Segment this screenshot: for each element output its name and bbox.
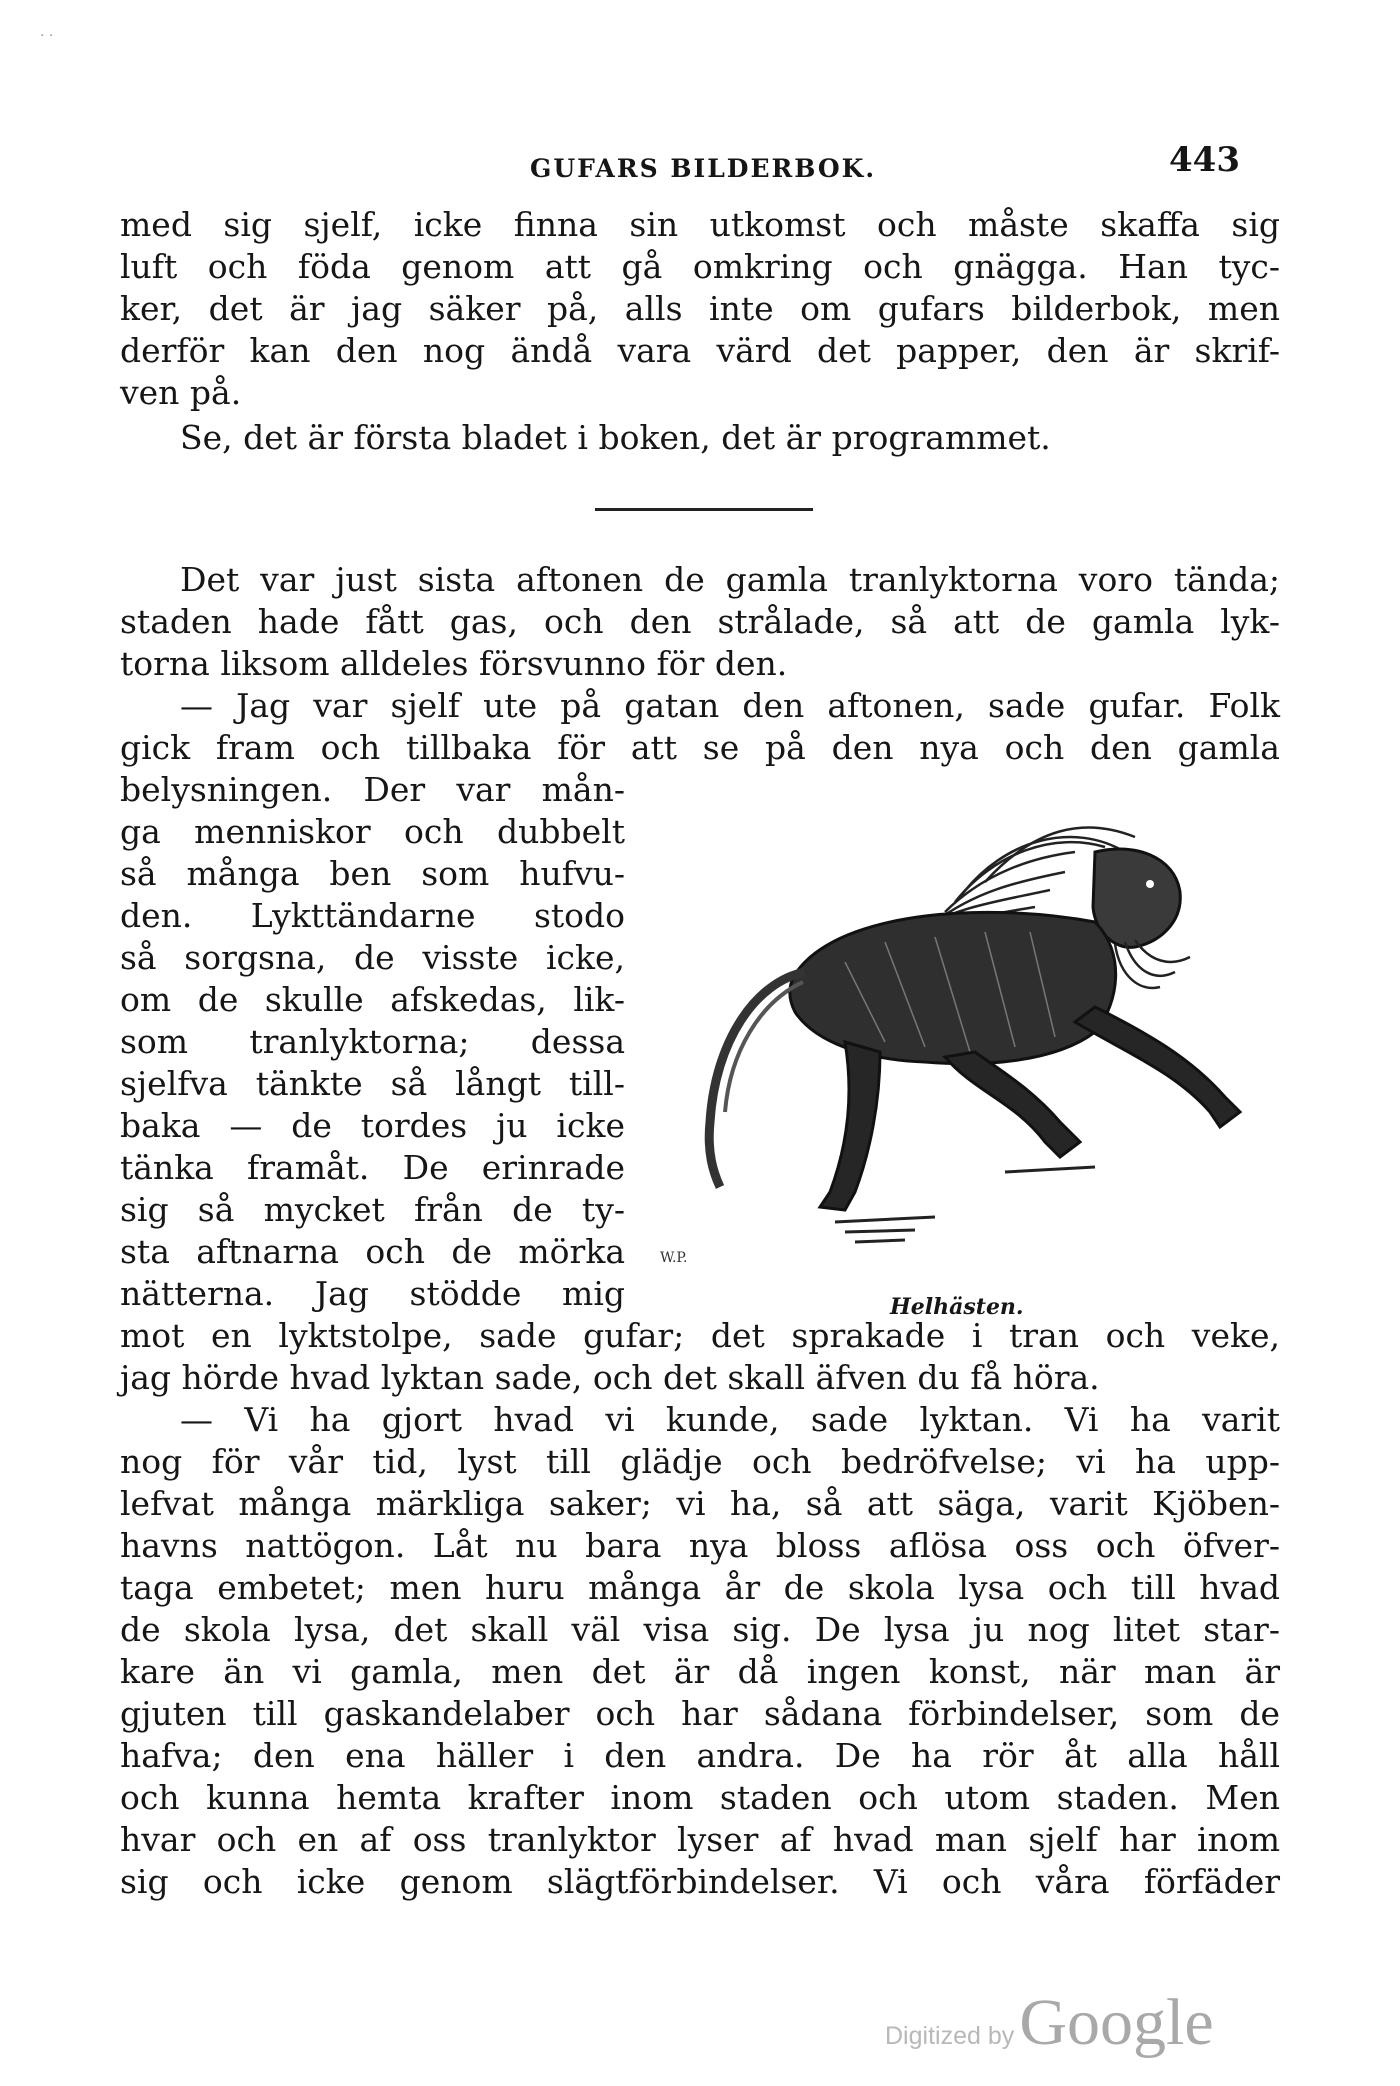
text-line: och kunna hemta krafter inom staden och utom staden. Men bbox=[120, 1778, 1280, 1817]
text-line: ker, det är jag säker på, alls inte om gufars bilderbok, men bbox=[120, 289, 1280, 328]
text-line: taga embetet; men huru många år de skola lysa och till hvad bbox=[120, 1568, 1280, 1607]
text-line: sta aftnarna och de mörka bbox=[120, 1232, 625, 1271]
text-line: — Vi ha gjort hvad vi kunde, sade lyktan. Vi ha varit bbox=[180, 1400, 1280, 1439]
text-line: belysningen. Der var mån- bbox=[120, 770, 625, 809]
digitized-watermark bbox=[885, 1985, 1214, 2059]
illustration-caption: Helhästen. bbox=[890, 1294, 1024, 1320]
text-line: nog för vår tid, lyst till glädje och bedröfvelse; vi ha upp- bbox=[120, 1442, 1280, 1481]
text-line: hafva; den ena häller i den andra. De ha rör åt alla håll bbox=[120, 1736, 1280, 1775]
watermark-prefix: Digitized by bbox=[885, 2022, 1015, 2050]
page-header bbox=[120, 140, 1240, 190]
text-line: — Jag var sjelf ute på gatan den aftonen, sade gufar. Folk bbox=[180, 686, 1280, 725]
text-line: sig så mycket från de ty- bbox=[120, 1190, 625, 1229]
section-divider bbox=[595, 508, 813, 511]
text-line: med sig sjelf, icke finna sin utkomst och måste skaffa sig bbox=[120, 205, 1280, 244]
text-line: ven på. bbox=[120, 373, 242, 412]
text-line: havns nattögon. Låt nu bara nya bloss aflösa oss och öfver- bbox=[120, 1526, 1280, 1565]
text-line: derför kan den nog ändå vara värd det papper, den är skrif- bbox=[120, 331, 1280, 370]
text-line: sig och icke genom slägtförbindelser. Vi och våra förfäder bbox=[120, 1862, 1280, 1901]
illustration-signature: W.P. bbox=[660, 1250, 688, 1266]
scan-artifact: · · bbox=[40, 28, 54, 44]
page-number: 443 bbox=[1169, 140, 1240, 180]
text-line: Se, det är första bladet i boken, det är programmet. bbox=[180, 418, 1051, 457]
text-line: mot en lyktstolpe, sade gufar; det sprakade i tran och veke, bbox=[120, 1316, 1280, 1355]
helhasten-illustration bbox=[655, 812, 1275, 1287]
text-line: luft och föda genom att gå omkring och gnägga. Han tyc- bbox=[120, 247, 1280, 286]
text-line: kare än vi gamla, men det är då ingen konst, när man är bbox=[120, 1652, 1280, 1691]
text-line: hvar och en af oss tranlyktor lyser af hvad man sjelf har inom bbox=[120, 1820, 1280, 1859]
text-line: sjelfva tänkte så långt till- bbox=[120, 1064, 625, 1103]
text-line: så många ben som hufvu- bbox=[120, 854, 625, 893]
text-line: nätterna. Jag stödde mig bbox=[120, 1274, 625, 1313]
text-line: de skola lysa, det skall väl visa sig. De lysa ju nog litet star- bbox=[120, 1610, 1280, 1649]
text-line: den. Lykttändarne stodo bbox=[120, 896, 625, 935]
text-line: så sorgsna, de visste icke, bbox=[120, 938, 625, 977]
text-line: baka — de tordes ju icke bbox=[120, 1106, 625, 1145]
text-line: torna liksom alldeles försvunno för den. bbox=[120, 644, 788, 683]
text-line: som tranlyktorna; dessa bbox=[120, 1022, 625, 1061]
text-line: jag hörde hvad lyktan sade, och det skall äfven du få höra. bbox=[120, 1358, 1100, 1397]
google-logo: Google bbox=[1019, 1986, 1214, 2059]
text-line: ga menniskor och dubbelt bbox=[120, 812, 625, 851]
text-line: Det var just sista aftonen de gamla tranlyktorna voro tända; bbox=[180, 560, 1280, 599]
text-line: lefvat många märkliga saker; vi ha, så att säga, varit Kjöben- bbox=[120, 1484, 1280, 1523]
text-line: om de skulle afskedas, lik- bbox=[120, 980, 625, 1019]
text-line: gjuten till gaskandelaber och har sådana förbindelser, som de bbox=[120, 1694, 1280, 1733]
text-line: tänka framåt. De erinrade bbox=[120, 1148, 625, 1187]
text-line: staden hade fått gas, och den strålade, så att de gamla lyk- bbox=[120, 602, 1280, 641]
running-head: GUFARS BILDERBOK. bbox=[530, 154, 877, 183]
three-legged-horse-icon bbox=[655, 812, 1275, 1287]
text-line: gick fram och tillbaka för att se på den nya och den gamla bbox=[120, 728, 1280, 767]
